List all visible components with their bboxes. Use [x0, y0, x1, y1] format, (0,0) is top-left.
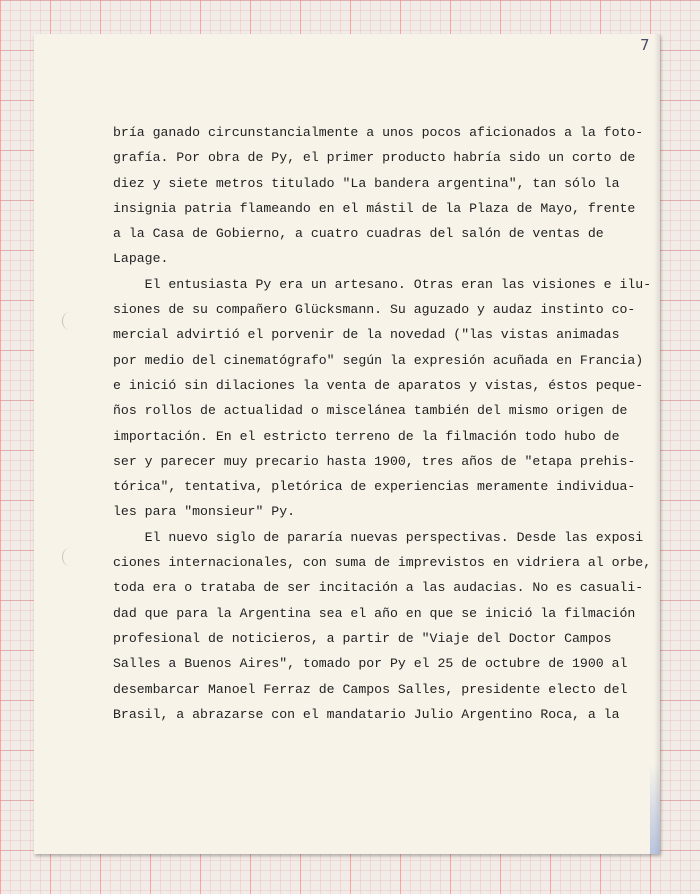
text-line: dad que para la Argentina sea el año en que se inició la filmación [113, 605, 636, 621]
text-line: ños rollos de actualidad o miscelánea también del mismo origen de [113, 403, 628, 419]
text-line: siones de su compañero Glücksmann. Su aguzado y audaz instinto co- [113, 302, 636, 318]
text-line: bría ganado circunstancialmente a unos pocos aficionados a la foto- [113, 125, 644, 140]
text-line: Salles a Buenos Aires", tomado por Py el 25 de octubre de 1900 al [113, 656, 628, 672]
text-line: El nuevo siglo de pararía nuevas perspectivas. Desde las exposi [113, 529, 644, 545]
text-line: e inició sin dilaciones la venta de aparatos y vistas, éstos peque- [113, 377, 644, 393]
text-line: profesional de noticieros, a partir de "Viaje del Doctor Campos [113, 630, 612, 646]
text-line: toda era o trataba de ser incitación a las audacias. No es casuali- [113, 580, 644, 596]
page-number: 7 [640, 36, 650, 54]
punch-hole-mark [62, 548, 77, 566]
text-line: importación. En el estricto terreno de la filmación todo hubo de [113, 428, 620, 444]
text-line: Lapage. [113, 251, 169, 267]
punch-hole-mark [62, 312, 77, 330]
typewritten-text [113, 120, 663, 727]
text-line: les para "monsieur" Py. [113, 504, 296, 520]
text-line: desembarcar Manoel Ferraz de Campos Salles, presidente electo del [113, 681, 628, 697]
text-line: insignia patria flameando en el mástil de la Plaza de Mayo, frente [113, 200, 636, 216]
text-line: diez y siete metros titulado "La bandera argentina", tan sólo la [113, 175, 620, 191]
text-line: a la Casa de Gobierno, a cuatro cuadras del salón de ventas de [113, 226, 604, 242]
text-line: ciones internacionales, con suma de imprevistos en vidriera al orbe, [113, 555, 652, 571]
text-line: por medio del cinematógrafo" según la expresión acuñada en Francia) [113, 352, 644, 368]
text-line: grafía. Por obra de Py, el primer producto habría sido un corto de [113, 150, 636, 166]
text-line: mercial advirtió el porvenir de la novedad ("las vistas animadas [113, 327, 620, 343]
text-line: El entusiasta Py era un artesano. Otras eran las visiones e ilu- [113, 276, 652, 292]
text-line: Brasil, a abrazarse con el mandatario Julio Argentino Roca, a la [113, 706, 620, 722]
text-line: ser y parecer muy precario hasta 1900, tres años de "etapa prehis- [113, 453, 636, 469]
page-corner-tint [650, 764, 660, 854]
text-line: tórica", tentativa, pletórica de experiencias meramente individua- [113, 479, 636, 495]
